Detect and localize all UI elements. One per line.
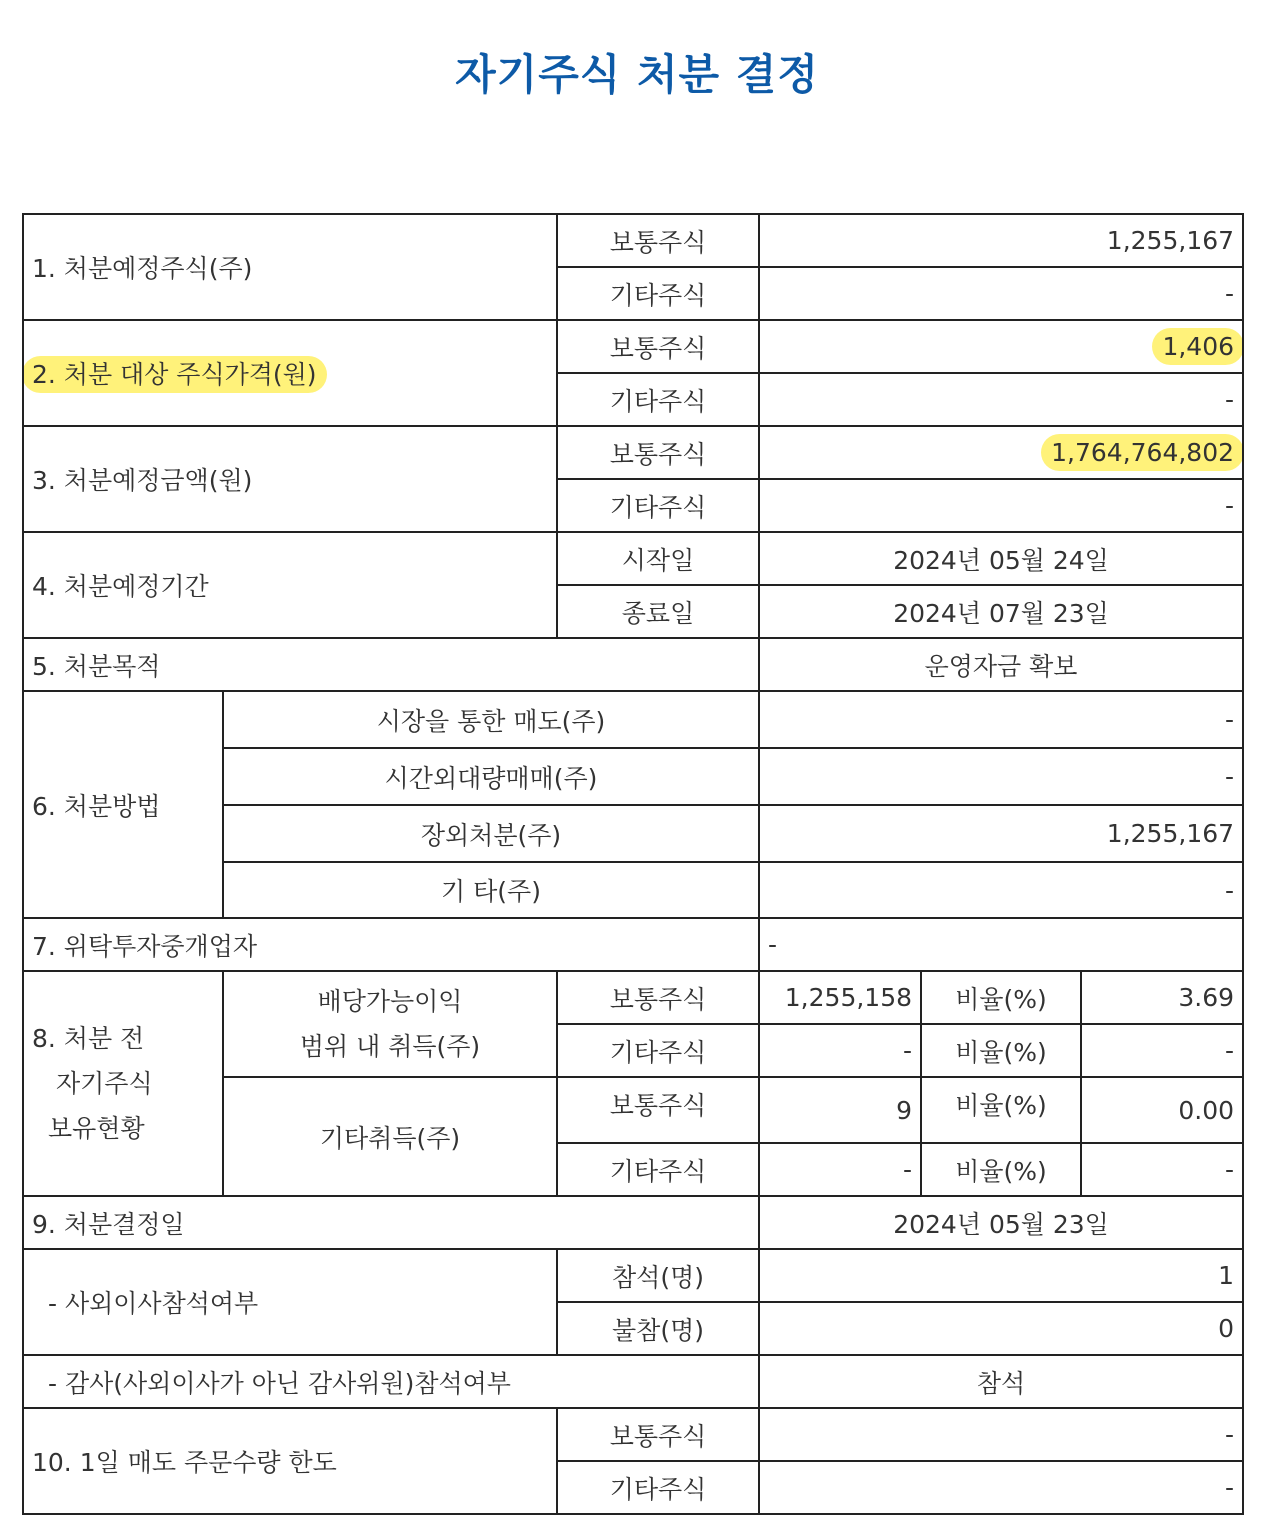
common-stock-label: 보통주식: [557, 1408, 759, 1461]
highlighted-value: 1,764,764,802: [1041, 434, 1243, 471]
common-stock-label: 보통주식: [557, 971, 759, 1024]
disposal-purpose: 운영자금 확보: [759, 638, 1243, 691]
table-row: [23, 638, 1243, 691]
row-label: [23, 971, 223, 1196]
highlighted-label: 2. 처분 대상 주식가격(원): [23, 356, 327, 393]
row-label: - 감사(사외이사가 아닌 감사위원)참석여부: [23, 1355, 759, 1408]
other-acq-other-shares: -: [759, 1143, 921, 1196]
share-price-common: [759, 320, 1243, 373]
label-line: 보유현황: [48, 1114, 145, 1143]
method-label: 기 타(주): [223, 862, 759, 918]
common-stock-label: 보통주식: [557, 426, 759, 479]
daily-limit-common: -: [759, 1408, 1243, 1461]
other-stock-label: 기타주식: [557, 1461, 759, 1514]
other-stock-label: 기타주식: [557, 267, 759, 320]
other-stock-label: 기타주식: [557, 479, 759, 532]
common-stock-label: 보통주식: [557, 320, 759, 373]
label-line: 8. 처분 전: [32, 1024, 145, 1053]
table-row: [23, 971, 1243, 1024]
other-stock-label: 기타주식: [557, 1143, 759, 1196]
attend-label: 참석(명): [557, 1249, 759, 1302]
ratio-label: 비율(%): [921, 1077, 1081, 1143]
table-row: [23, 1408, 1243, 1461]
page-title: 자기주식 처분 결정: [455, 50, 819, 99]
row-label: 10. 1일 매도 주문수량 한도: [23, 1408, 557, 1514]
method-label: 시간외대량매매(주): [223, 748, 759, 805]
ratio-label: 비율(%): [921, 1024, 1081, 1077]
label-line: 배당가능이익: [317, 987, 463, 1016]
row-label: 9. 처분결정일: [23, 1196, 759, 1249]
other-acq-common-shares: 9: [759, 1077, 921, 1143]
planned-amount-other: -: [759, 479, 1243, 532]
disposal-table: [22, 213, 1244, 1515]
absent-label: 불참(명): [557, 1302, 759, 1355]
table-row: [23, 532, 1243, 585]
table-row: [23, 426, 1243, 479]
daily-limit-other: -: [759, 1461, 1243, 1514]
table-row: [23, 918, 1243, 971]
row-label: 6. 처분방법: [23, 691, 223, 918]
method-value: -: [759, 748, 1243, 805]
row-label: - 사외이사참석여부: [23, 1249, 557, 1355]
label-line: 범위 내 취득(주): [299, 1032, 481, 1061]
start-date-label: 시작일: [557, 532, 759, 585]
highlighted-value: 1,406: [1152, 328, 1243, 365]
method-label: 장외처분(주): [223, 805, 759, 862]
table-row: [23, 1196, 1243, 1249]
start-date: 2024년 05월 24일: [759, 532, 1243, 585]
other-acquisition-label: 기타취득(주): [223, 1077, 557, 1196]
table-row: [23, 1249, 1243, 1302]
common-stock-label: 보통주식: [557, 1077, 759, 1143]
table-row: [23, 1355, 1243, 1408]
method-value: 1,255,167: [759, 805, 1243, 862]
other-acq-other-ratio: -: [1081, 1143, 1243, 1196]
row-label: 1. 처분예정주식(주): [23, 214, 557, 320]
table-row: [23, 214, 1243, 267]
ratio-label: 비율(%): [921, 1143, 1081, 1196]
dividend-other-ratio: -: [1081, 1024, 1243, 1077]
method-value: -: [759, 691, 1243, 748]
method-label: 시장을 통한 매도(주): [223, 691, 759, 748]
other-stock-label: 기타주식: [557, 1024, 759, 1077]
share-price-other: -: [759, 373, 1243, 426]
other-stock-label: 기타주식: [557, 373, 759, 426]
dividend-common-ratio: 3.69: [1081, 971, 1243, 1024]
label-line: 자기주식: [56, 1069, 153, 1098]
auditor-attendance: 참석: [759, 1355, 1243, 1408]
other-acq-common-ratio: 0.00: [1081, 1077, 1243, 1143]
row-label: 7. 위탁투자중개업자: [23, 918, 759, 971]
row-label: 4. 처분예정기간: [23, 532, 557, 638]
row-label: 5. 처분목적: [23, 638, 759, 691]
ratio-label: 비율(%): [921, 971, 1081, 1024]
table-row: [23, 320, 1243, 373]
row-label: 3. 처분예정금액(원): [23, 426, 557, 532]
dividend-other-shares: -: [759, 1024, 921, 1077]
common-stock-label: 보통주식: [557, 214, 759, 267]
planned-amount-common: [759, 426, 1243, 479]
planned-shares-common: 1,255,167: [759, 214, 1243, 267]
end-date: 2024년 07월 23일: [759, 585, 1243, 638]
planned-shares-other: -: [759, 267, 1243, 320]
row-label: [23, 320, 557, 426]
dividend-range-label: [223, 971, 557, 1077]
outside-directors-absent: 0: [759, 1302, 1243, 1355]
broker-value: -: [759, 918, 1243, 971]
outside-directors-attend: 1: [759, 1249, 1243, 1302]
table-row: [23, 691, 1243, 748]
dividend-common-shares: 1,255,158: [759, 971, 921, 1024]
decision-date: 2024년 05월 23일: [759, 1196, 1243, 1249]
method-value: -: [759, 862, 1243, 918]
end-date-label: 종료일: [557, 585, 759, 638]
